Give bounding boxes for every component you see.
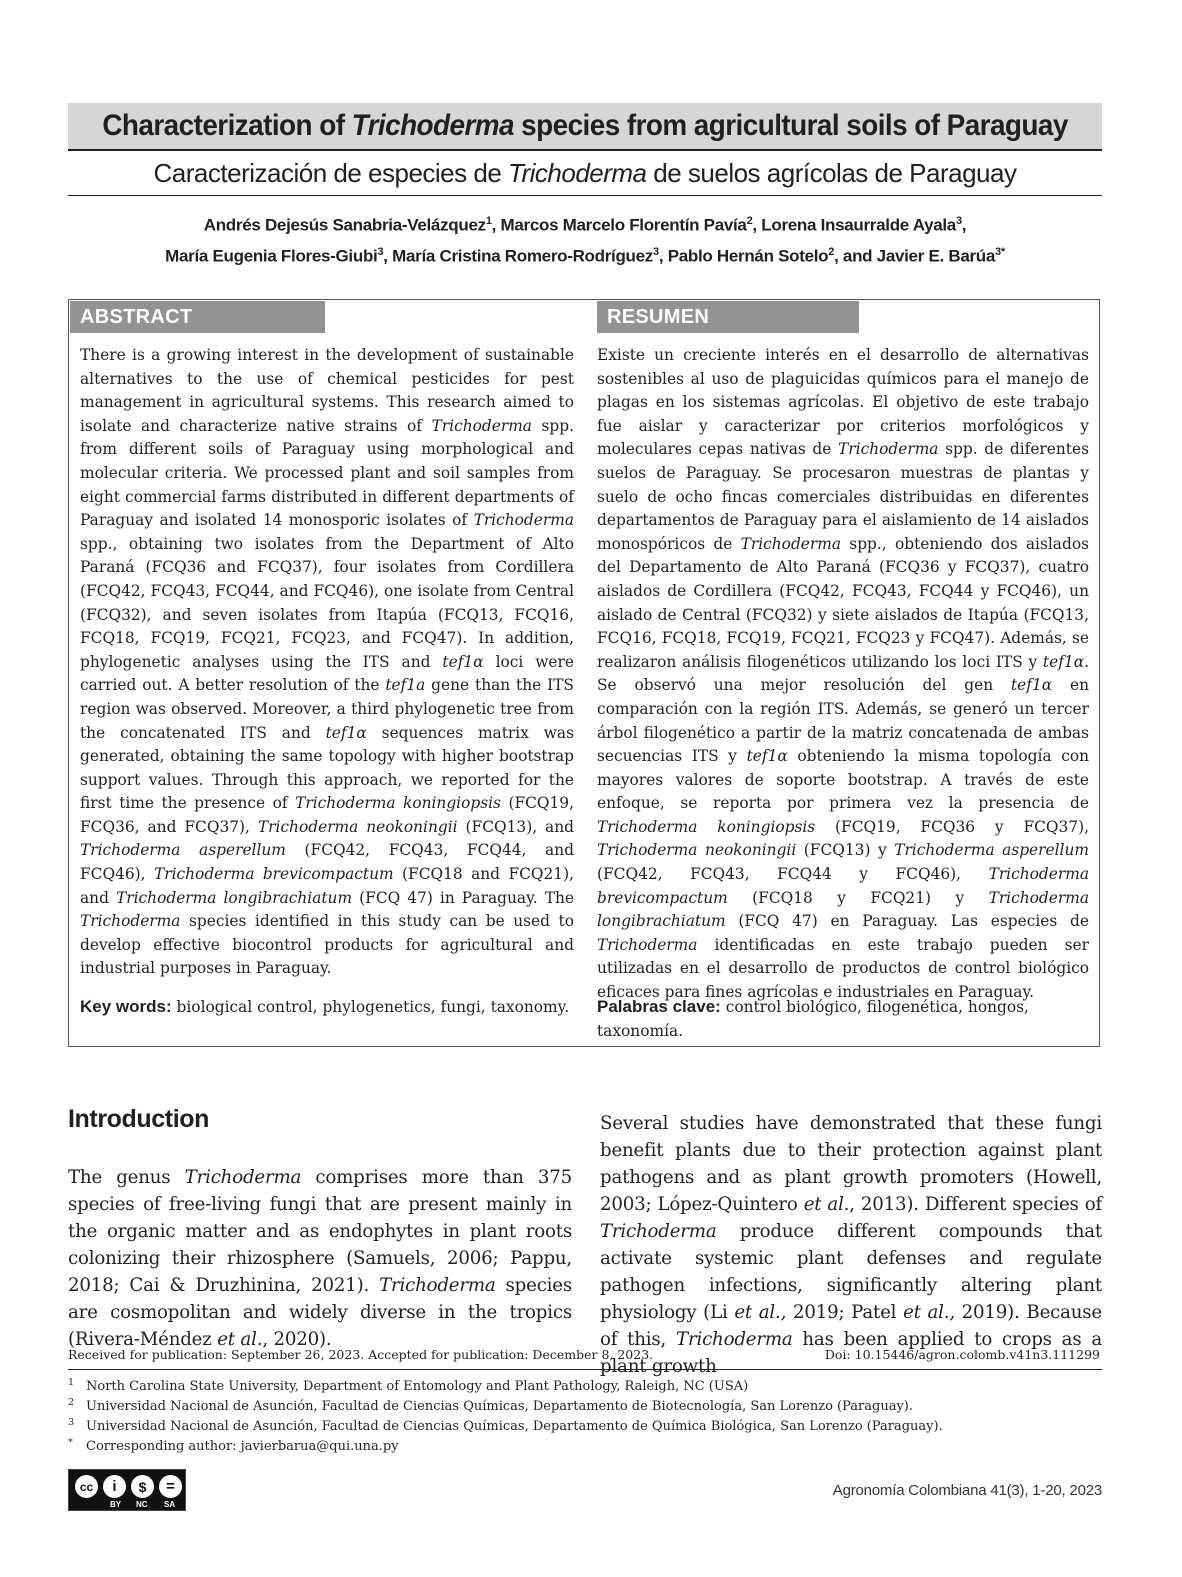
affiliation-marker: 3 bbox=[955, 215, 962, 227]
publication-info bbox=[68, 1347, 1102, 1370]
footnote-mark: 1 bbox=[68, 1377, 75, 1388]
italic-term: tef1α bbox=[1042, 652, 1085, 671]
italic-term: et al., bbox=[734, 1302, 787, 1323]
author-name: María Eugenia Flores-Giubi bbox=[165, 246, 378, 266]
italic-term: Trichoderma brevicompactum bbox=[597, 865, 1089, 907]
keywords-label: Key words: bbox=[80, 997, 172, 1016]
affiliation-marker: 2 bbox=[746, 215, 753, 227]
affiliation-marker: 2 bbox=[828, 245, 835, 258]
license-label-by: BY bbox=[110, 1500, 122, 1509]
italic-term: Trichoderma bbox=[473, 511, 574, 530]
author-line: Andrés Dejesús Sanabria-Velázquez$^1$, Marcos Marcelo Florentín Pavía$^2$, Lorena Insaurralde Ayala$^3$, bbox=[203, 215, 967, 235]
footnote bbox=[68, 1417, 1102, 1437]
footnote-mark: 3 bbox=[68, 1417, 75, 1428]
italic-term: Trichoderma bbox=[600, 1221, 717, 1242]
italic-term: Trichoderma asperellum bbox=[80, 841, 286, 860]
footnote-mark: * bbox=[68, 1437, 73, 1448]
italic-term: Trichoderma neokoningii bbox=[257, 817, 458, 836]
footnotes bbox=[68, 1377, 1102, 1457]
doi: Doi: 10.15446/agron.colomb.v41n3.111299 bbox=[824, 1347, 1100, 1362]
italic-term: Trichoderma bbox=[508, 158, 647, 188]
resumen-text: Existe un creciente interés en el desarrollo de alternativas sostenibles al uso de plaguicidas químicos para el manejo de plagas en los sistemas agrícolas. El objetivo de este trabajo fue aislar y caracterizar por criterios morfológicos y moleculares cepas nativas de Trichoderma spp. de diferentes suelos de Paraguay. Se procesaron muestras de plantas y suelo de ocho fincas comerciales distribuidas en diferentes departamentos de Paraguay para el aislamiento de 14 aislados monospóricos de Trichoderma spp., obteniendo dos aislados del Departamento de Alto Paraná (FCQ36 y FCQ37), cuatro aislados de Cordillera (FCQ42, FCQ43, FCQ44 y FCQ46), un aislado de Central (FCQ32) y siete aislados de Itapúa (FCQ13, FCQ16, FCQ18, FCQ19, FCQ21, FCQ23 y FCQ47). Además, se realizaron análisis filogenéticos utilizando los loci ITS y tef1α. Se observó una mejor resolución del gen tef1α en comparación con la región ITS. Además, se generó un tercer árbol filogenético a partir de la matriz concatenada de ambas secuencias ITS y tef1α obteniendo la misma topología con mayores valores de soporte bootstrap. A través de este enfoque, se reporta por primera vez la presencia de Trichoderma koningiopsis (FCQ19, FCQ36 y FCQ37), Trichoderma neokoningii (FCQ13) y Trichoderma asperellum (FCQ42, FCQ43, FCQ44 y FCQ46), Trichoderma brevicompactum (FCQ18 y FCQ21) y Trichoderma longibrachiatum (FCQ 47) en Paraguay. Las especies de Trichoderma identificadas en este trabajo pueden ser utilizadas en el desarrollo de productos de control biológico eficaces para fines agrícolas e industriales en Paraguay. bbox=[597, 346, 1089, 1002]
italic-term: Trichoderma bbox=[184, 1167, 302, 1188]
italic-term: Trichoderma koningiopsis bbox=[597, 817, 816, 836]
italic-term: et al., bbox=[903, 1302, 955, 1323]
introduction-paragraph: Several studies have demonstrated that these fungi benefit plants due to their protection against plant pathogens and as plant growth promoters (Howell, 2003; López-Quintero et al., 2013). Different species of Trichoderma produce different compounds that activate systemic plant defenses and regulate pathogen infections, significantly altering plant physiology (Li et al., 2019; Patel et al., 2019). Because of this, Trichoderma has been applied to crops as a plant growth bbox=[600, 1113, 1102, 1377]
introduction-heading: Introduction bbox=[68, 1105, 210, 1133]
footnote-text: North Carolina State University, Department of Entomology and Plant Pathology, Raleigh, NC (USA) bbox=[86, 1379, 749, 1394]
cc-icon: cc bbox=[73, 1473, 100, 1500]
affiliation-marker: 3* bbox=[995, 245, 1005, 258]
italic-term: Trichoderma bbox=[676, 1329, 793, 1350]
paper-subtitle: Caracterización de especies de Trichoderma de suelos agrícolas de Paraguay bbox=[68, 151, 1102, 196]
resumen-heading: RESUMEN bbox=[597, 301, 859, 333]
italic-term: Trichoderma bbox=[740, 534, 842, 553]
footnote bbox=[68, 1377, 1102, 1397]
author-name: Javier E. Barúa bbox=[876, 246, 996, 266]
italic-term: Trichoderma bbox=[838, 440, 939, 459]
resumen-keywords bbox=[597, 995, 1089, 1043]
footnote bbox=[68, 1397, 1102, 1417]
italic-term: Trichoderma bbox=[80, 912, 181, 931]
attribution-icon: i bbox=[101, 1473, 128, 1500]
italic-term: Trichoderma bbox=[597, 935, 698, 954]
italic-term: tef1α bbox=[746, 747, 788, 766]
received-date: Received for publication: September 26, 2023. Accepted for publication: December 8, 2023. bbox=[68, 1347, 654, 1362]
italic-term: et al. bbox=[803, 1194, 850, 1215]
italic-term: tef1a bbox=[385, 676, 426, 695]
author-name: Marcos Marcelo Florentín Pavía bbox=[500, 215, 747, 235]
license-label-nc: NC bbox=[136, 1500, 148, 1509]
footnote-text: Universidad Nacional de Asunción, Facultad de Ciencias Químicas, Departamento de Biotecnología, San Lorenzo (Paraguay). bbox=[86, 1399, 913, 1414]
paper-title: Characterization of Trichoderma species from agricultural soils of Paraguay bbox=[102, 109, 1068, 142]
title-bar bbox=[68, 103, 1102, 151]
italic-term: Trichoderma longibrachiatum bbox=[116, 888, 353, 907]
abstract-box bbox=[68, 299, 1100, 1047]
author-line: María Eugenia Flores-Giubi$^3$, María Cristina Romero-Rodríguez$^3$, Pablo Hernán Sotelo$^2$, and Javier E. Barúa$^{3*}$ bbox=[165, 245, 1005, 266]
author-name: Pablo Hernán Sotelo bbox=[667, 246, 829, 266]
abstract-text: There is a growing interest in the development of sustainable alternatives to the use of chemical pesticides for pest management in agricultural systems. This research aimed to isolate and characterize native strains of Trichoderma spp. from different soils of Paraguay using morphological and molecular criteria. We processed plant and soil samples from eight commercial farms distributed in different departments of Paraguay and isolated 14 monosporic isolates of Trichoderma spp., obtaining two isolates from the Department of Alto Paraná (FCQ36 and FCQ37), four isolates from Cordillera (FCQ42, FCQ43, FCQ44, and FCQ46), one isolate from Central (FCQ32), and seven isolates from Itapúa (FCQ13, FCQ16, FCQ18, FCQ19, FCQ21, FCQ23, and FCQ47). In addition, phylogenetic analyses using the ITS and tef1α loci were carried out. A better resolution of the tef1a gene than the ITS region was observed. Moreover, a third phylogenetic tree from the concatenated ITS and tef1α sequences matrix was generated, obtaining the same topology with higher bootstrap support values. Through this approach, we reported for the first time the presence of Trichoderma koningiopsis (FCQ19, FCQ36, and FCQ37), Trichoderma neokoningii (FCQ13), and Trichoderma asperellum (FCQ42, FCQ43, FCQ44, and FCQ46), Trichoderma brevicompactum (FCQ18 and FCQ21), and Trichoderma longibrachiatum (FCQ 47) in Paraguay. The Trichoderma species identified in this study can be used to develop effective biocontrol products for agricultural and industrial purposes in Paraguay. bbox=[80, 346, 575, 978]
noncommercial-icon: $ bbox=[129, 1473, 156, 1500]
affiliation-marker: 1 bbox=[485, 215, 492, 227]
affiliation-marker: 3 bbox=[653, 245, 659, 258]
footnote-text: Corresponding author: javierbarua@qui.una.py bbox=[86, 1439, 399, 1454]
cc-license-badge[interactable] bbox=[68, 1469, 186, 1511]
keywords-list: biological control, phylogenetics, fungi, taxonomy. bbox=[171, 998, 570, 1016]
journal-citation: Agronomía Colombiana 41(3), 1-20, 2023 bbox=[832, 1482, 1102, 1499]
footnote-mark: 2 bbox=[68, 1397, 75, 1408]
affiliation-marker: 3 bbox=[377, 245, 384, 258]
footnote-text: Universidad Nacional de Asunción, Facultad de Ciencias Químicas, Departamento de Química Biológica, San Lorenzo (Paraguay). bbox=[86, 1419, 943, 1434]
italic-term: Trichoderma longibrachiatum bbox=[597, 888, 1089, 931]
license-label-sa: SA bbox=[164, 1500, 176, 1509]
italic-term: tef1α bbox=[442, 652, 484, 671]
italic-term: Trichoderma bbox=[431, 416, 532, 435]
italic-term: et al. bbox=[217, 1329, 263, 1350]
abstract-keywords bbox=[80, 995, 574, 1020]
author-name: Lorena Insaurralde Ayala bbox=[761, 215, 956, 235]
italic-term: Trichoderma bbox=[351, 109, 514, 142]
title-block bbox=[68, 103, 1102, 196]
italic-term: tef1α bbox=[325, 723, 367, 742]
italic-term: Trichoderma neokoningii bbox=[597, 841, 797, 860]
sharealike-icon: = bbox=[157, 1473, 184, 1500]
introduction-paragraph: The genus Trichoderma comprises more than 375 species of free-living fungi that are present mainly in the organic matter and as endophytes in plant roots colonizing their rhizosphere (Samuels, 2006; Pappu, 2018; Cai & Druzhinina, 2021). Trichoderma species are cosmopolitan and widely diverse in the tropics (Rivera-Méndez et al., 2020). bbox=[68, 1167, 572, 1350]
italic-term: Trichoderma bbox=[379, 1275, 496, 1296]
italic-term: Trichoderma koningiopsis bbox=[295, 794, 501, 813]
author-name: María Cristina Romero-Rodríguez bbox=[392, 246, 653, 266]
keywords-label: Palabras clave: bbox=[597, 997, 721, 1016]
author-name: Andrés Dejesús Sanabria-Velázquez bbox=[203, 215, 486, 235]
italic-term: Trichoderma brevicompactum bbox=[153, 865, 394, 884]
italic-term: Trichoderma asperellum bbox=[894, 841, 1089, 860]
italic-term: tef1α bbox=[1010, 676, 1053, 695]
author-list bbox=[68, 208, 1102, 269]
abstract-heading: ABSTRACT bbox=[70, 301, 325, 333]
footnote bbox=[68, 1437, 1102, 1457]
keywords-list: control biológico, filogenética, hongos, taxonomía. bbox=[597, 998, 1029, 1040]
